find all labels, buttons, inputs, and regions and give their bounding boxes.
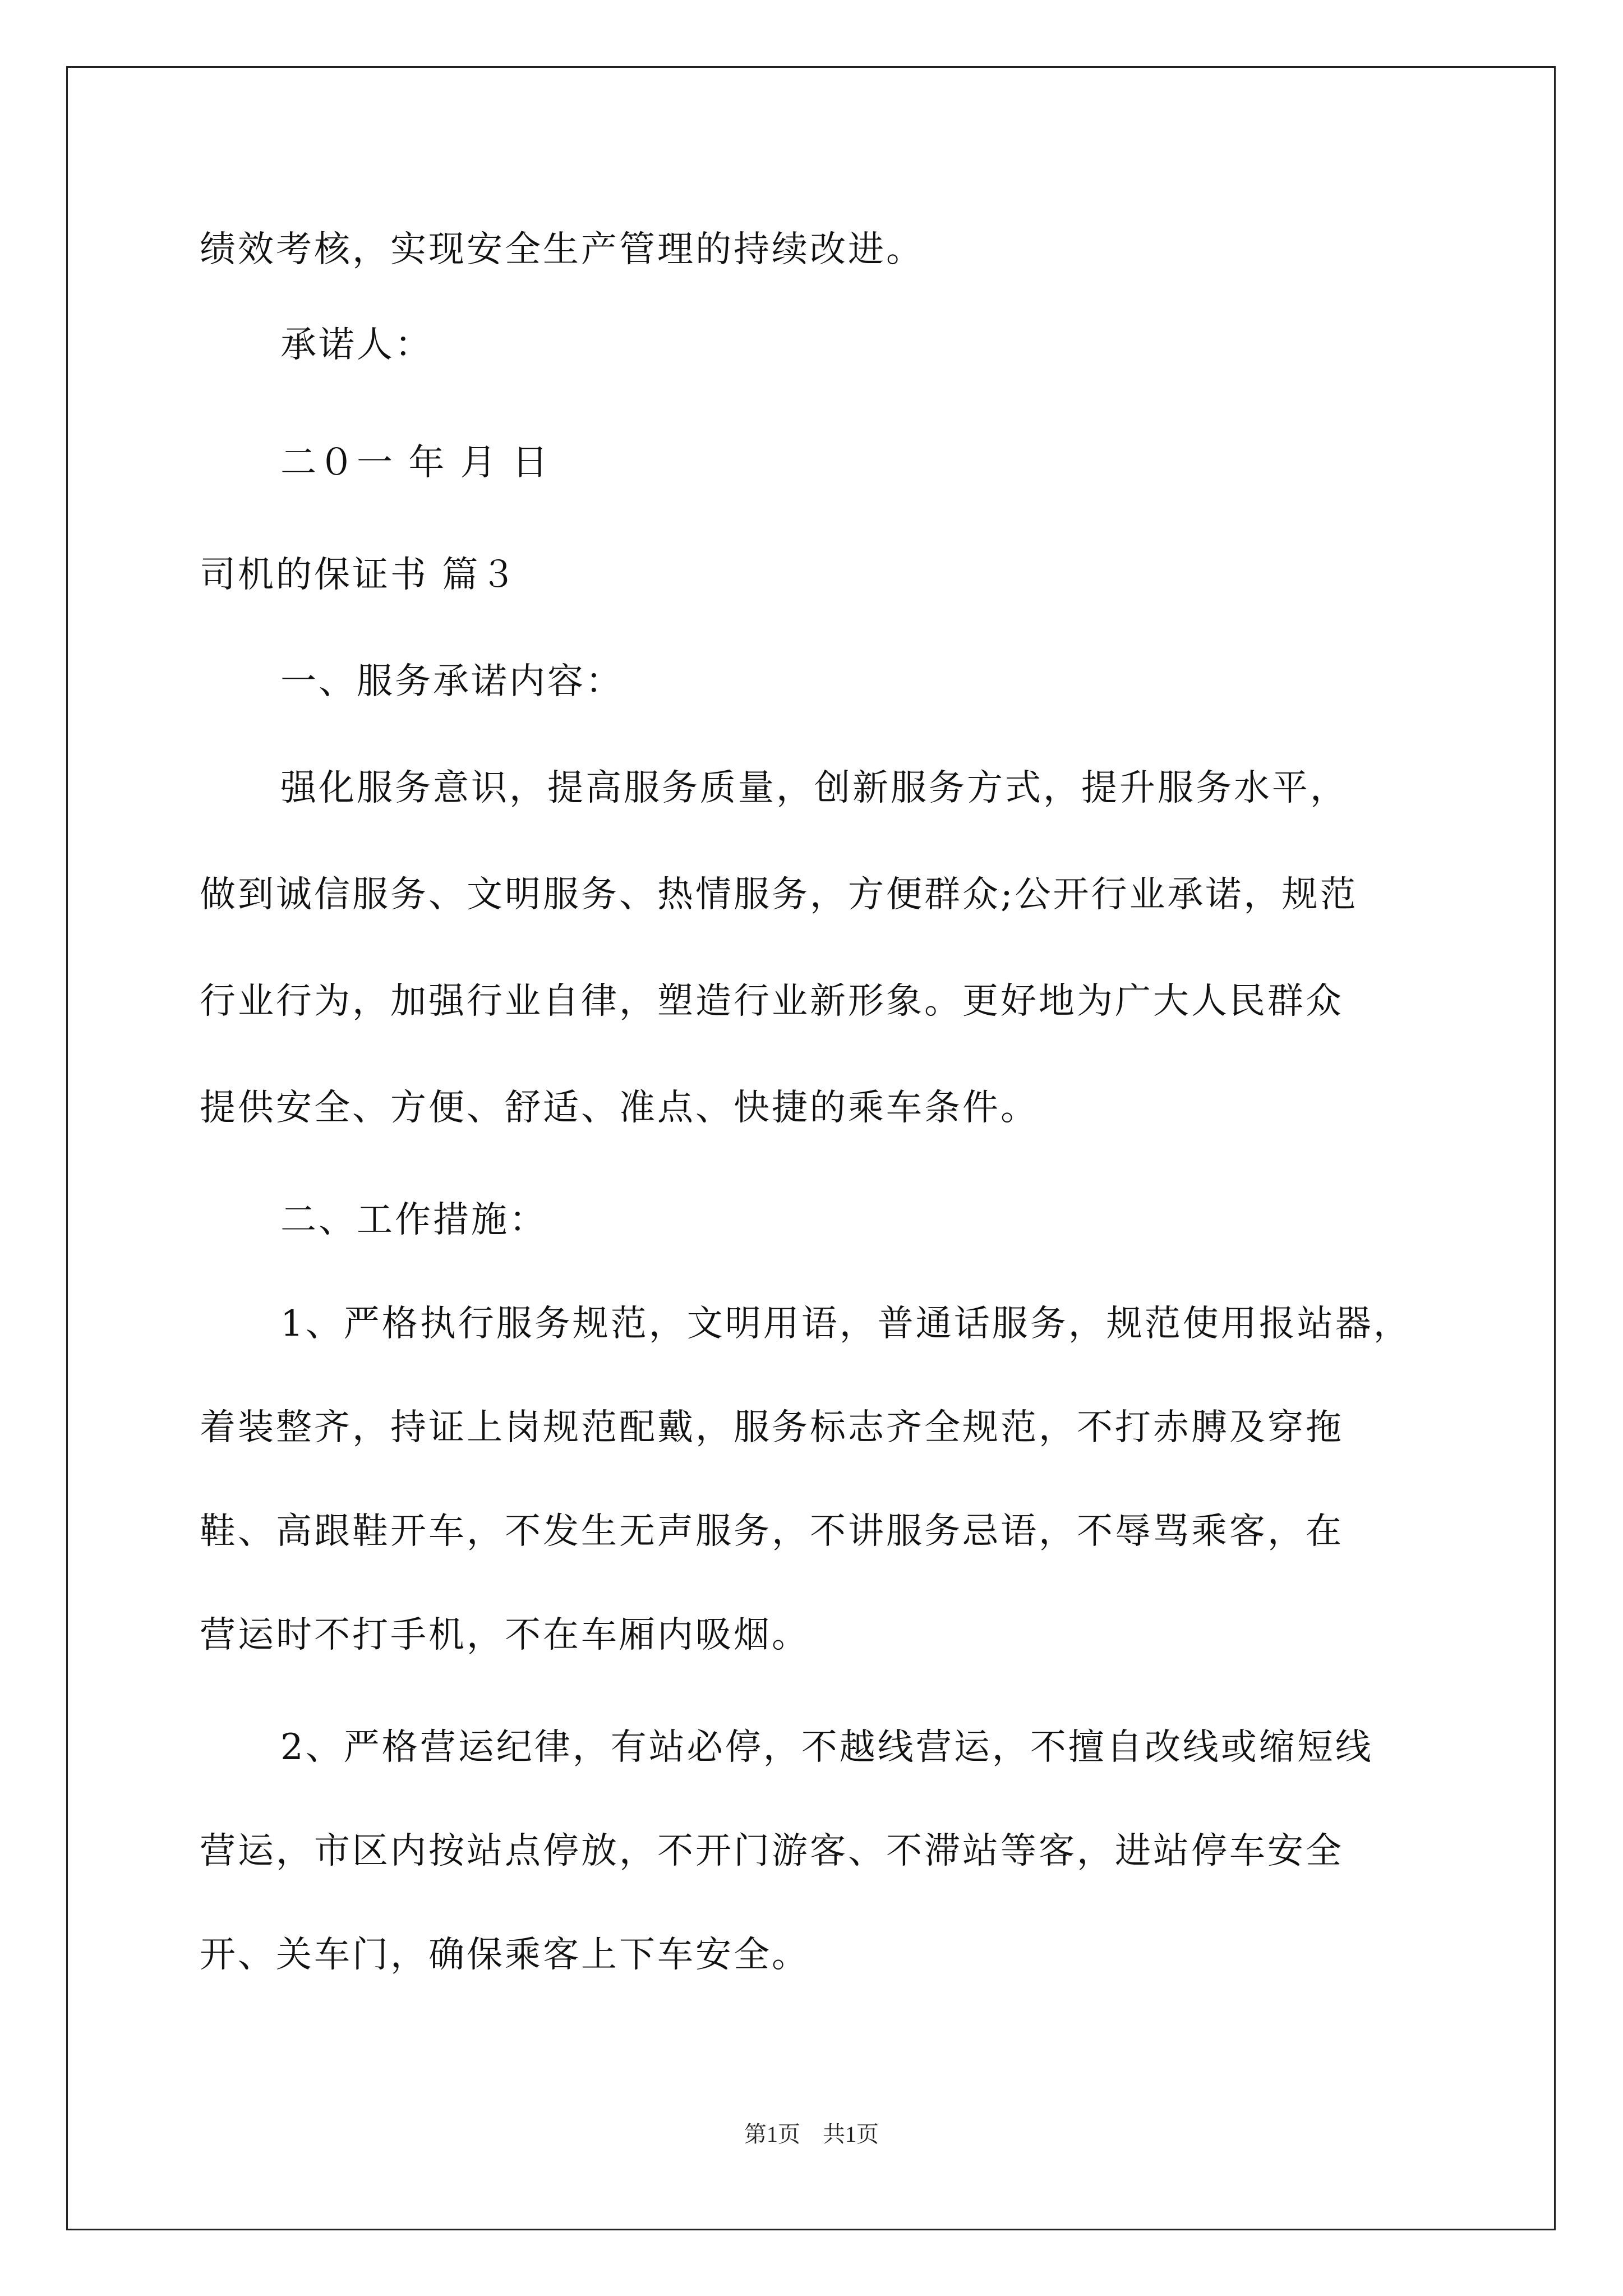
body-line-17: 开、关车门，确保乘客上下车安全。 <box>200 1934 810 1976</box>
body-line-8: 行业行为，加强行业自律，塑造行业新形象。更好地为广大人民群众 <box>200 981 1344 1022</box>
heading-service-commitment: 一、服务承诺内容： <box>280 661 624 702</box>
body-line-6: 强化服务意识，提高服务质量，创新服务方式，提升服务水平， <box>280 767 1348 809</box>
body-line-9: 提供安全、方便、舒适、准点、快捷的乘车条件。 <box>200 1087 1039 1129</box>
body-line-15: 2、严格营运纪律，有站必停，不越线营运，不擅自改线或缩短线 <box>280 1727 1373 1768</box>
body-line-13: 鞋、高跟鞋开车，不发生无声服务，不讲服务忌语，不辱骂乘客，在 <box>200 1511 1344 1552</box>
heading-work-measures: 二、工作措施： <box>280 1199 547 1241</box>
body-line-16: 营运，市区内按站点停放，不开门游客、不滞站等客，进站停车安全 <box>200 1830 1344 1872</box>
body-line-7: 做到诚信服务、文明服务、热情服务，方便群众;公开行业承诺，规范 <box>200 874 1358 915</box>
page-footer: 第1页 共1页 <box>744 2122 879 2147</box>
page-border <box>66 66 1556 2230</box>
section-title: 司机的保证书 篇３ <box>200 554 519 596</box>
body-line-12: 着装整齐，持证上岗规范配戴，服务标志齐全规范，不打赤膊及穿拖 <box>200 1407 1344 1448</box>
body-line-1: 绩效考核，实现安全生产管理的持续改进。 <box>200 229 924 270</box>
signer-label: 承诺人： <box>280 324 433 366</box>
body-line-11: 1、严格执行服务规范，文明用语，普通话服务，规范使用报站器， <box>280 1303 1412 1345</box>
body-line-14: 营运时不打手机，不在车厢内吸烟。 <box>200 1614 810 1656</box>
date-line: 二０一 年 月 日 <box>280 442 551 484</box>
